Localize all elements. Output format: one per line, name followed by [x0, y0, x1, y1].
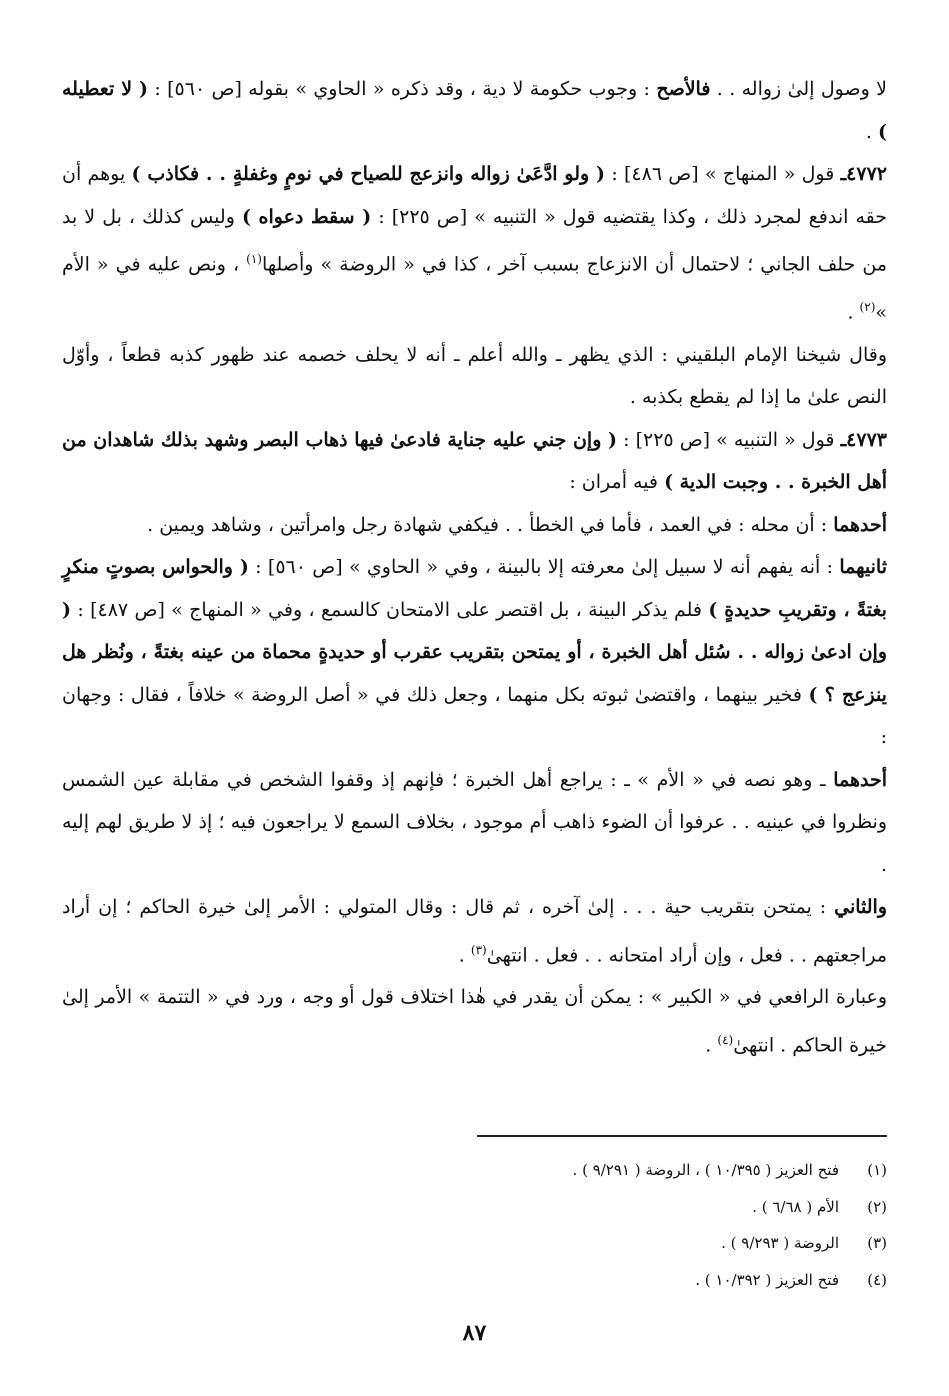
text-run: ، ونص عليه في « الأم » [62, 253, 887, 324]
footnote-ref: (٢) [859, 299, 876, 314]
bold-text: ٤٧٧٢ـ [840, 163, 887, 185]
footnotes-list [62, 1152, 887, 1298]
text-run: : وجوب حكومة لا دية ، وقد ذكره « الحاوي » بقوله [ص ٥٦٠] : [147, 78, 657, 100]
footnote-item [62, 1225, 887, 1262]
main-text [62, 68, 887, 1067]
text-run: قول « المنهاج » [ص ٤٨٦] : [605, 163, 841, 185]
paragraph [62, 334, 887, 419]
text-run: يوهم أن حقه اندفع لمجرد ذلك ، وكذا يقتضيه قول « التنبيه » [ص ٢٢٥] : [62, 163, 887, 228]
text-run: ـ وهو نصه في « الأم » ـ : يراجع أهل الخبرة ؛ فإنهم إذ وقفوا الشخص في مقابلة عين الشمس ونظروا في عينيه . . عرفوا أن الضوء ذاهب أم موجود ، بخلاف السمع لا يراجعون فيه ؛ إذ لا طريق لهم إليه . [62, 768, 887, 876]
paragraph [62, 153, 887, 334]
bold-text: فالأصح [656, 78, 711, 100]
footnote-item [62, 1189, 887, 1226]
text-run: فيه أمران : [569, 471, 665, 494]
footnote-ref: (٤) [717, 1032, 734, 1047]
bold-text: ( ولو ادَّعَىٰ زواله وانزعج للصياح في نومٍ وغفلةٍ . . فكاذب ) [131, 163, 606, 185]
paragraph [62, 886, 887, 976]
text-run: . [865, 120, 878, 143]
paragraph [62, 546, 887, 759]
text-run: فلم يذكر البينة ، بل اقتصر على الامتحان كالسمع ، وفي « المنهاج » [ص ٤٨٧] : [71, 598, 709, 621]
text-run: فخير بينهما ، واقتضىٰ ثبوته بكل منهما ، وجعل ذلك في « أصل الروضة » خلافاً ، فقال : وجهان : [62, 683, 887, 749]
text-run: . [847, 301, 860, 324]
paragraph [62, 419, 887, 504]
text-run: : يمتحن بتقريب حية . . . إلىٰ آخره ، ثم قال : وقال المتولي : الأمر إلىٰ خيرة الحاكم ؛ إن أراد مراجعتهم . . فعل ، وإن أراد امتحانه . . فعل . انتهىٰ [62, 896, 887, 966]
bold-text: ( والحواس بصوتٍ منكرٍ بغتةً ، وتقريبِ حديدةٍ ) [62, 556, 887, 621]
text-run: . [458, 943, 471, 966]
footnote-text: فتح العزيز ( ١٠/٣٩٥ ) ، الروضة ( ٩/٢٩١ ) . [572, 1161, 839, 1179]
bold-text: ( سقط دعواه ) [241, 205, 372, 228]
bold-text: والثاني [834, 896, 887, 919]
bold-text: ثانيهما [839, 556, 888, 579]
footnote-number: (٤) [867, 1270, 887, 1289]
text-run: وليس كذلك ، بل لا بد من حلف الجاني ؛ لاحتمال أن الانزعاج بسبب آخر ، كذا في « الروضة » وأصلها [62, 205, 887, 276]
paragraph [62, 759, 887, 887]
text-run: وعبارة الرافعي في « الكبير » : يمكن أن يقدر في هٰذا اختلاف قول أو وجه ، ورد في « التتمة » الأمر إلىٰ خيرة الحاكم . انتهىٰ [62, 986, 887, 1057]
bold-text: ( وإن ادعىٰ زواله . . سُئل أهل الخبرة ، أو يمتحن بتقريب عقرب أو حديدةٍ محماة من عينه بغتةً ، ونُظر هل ينزعج ؟ ) [62, 598, 887, 706]
footnote-number: (٢) [867, 1197, 887, 1216]
text-run: . [705, 1034, 718, 1057]
bold-text: ٤٧٧٣ـ [840, 428, 887, 451]
bold-text: ( لا تعطيله ) [62, 78, 887, 143]
paragraph [62, 68, 887, 153]
paragraph [62, 976, 887, 1066]
text-run: : أن محله : في العمد ، فأما في الخطأ . . فيكفي شهادة رجل وامرأتين ، وشاهد ويمين . [147, 513, 834, 536]
footnote-text: الروضة ( ٩/٢٩٣ ) . [721, 1234, 839, 1252]
footnote-item [62, 1152, 887, 1189]
text-run: : أنه يفهم أنه لا سبيل إلىٰ معرفته إلا بالبينة ، وفي « الحاوي » [ص ٥٦٠] : [248, 556, 840, 579]
footnote-number: (١) [867, 1161, 887, 1179]
footnote-item [62, 1262, 887, 1299]
text-run: وقال شيخنا الإمام البلقيني : الذي يظهر ـ والله أعلم ـ أنه لا يحلف خصمه عند ظهور كذبه قطعاً ، وأوّل النص علىٰ ما إذا لم يقطع بكذبه . [62, 343, 887, 409]
footnote-number: (٣) [867, 1234, 887, 1252]
bold-text: ( وإن جني عليه جناية فادعىٰ فيها ذهاب البصر وشهد بذلك شاهدان من أهل الخبرة . . وجبت الدية ) [62, 428, 887, 494]
footnote-text: فتح العزيز ( ١٠/٣٩٢ ) . [695, 1270, 839, 1289]
footnote-separator [477, 1135, 887, 1137]
bold-text: أحدهما [833, 768, 887, 791]
page-number: ٨٧ [462, 1320, 487, 1346]
footnote-text: الأم ( ٦/٦٨ ) . [752, 1197, 839, 1216]
text-run: لا وصول إلىٰ زواله . . [710, 78, 887, 100]
paragraph [62, 504, 887, 547]
bold-text: أحدهما [833, 513, 887, 536]
text-run: قول « التنبيه » [ص ٢٢٥] : [617, 428, 841, 451]
footnote-ref: (٣) [470, 942, 487, 957]
footnote-ref: (١) [246, 252, 262, 266]
